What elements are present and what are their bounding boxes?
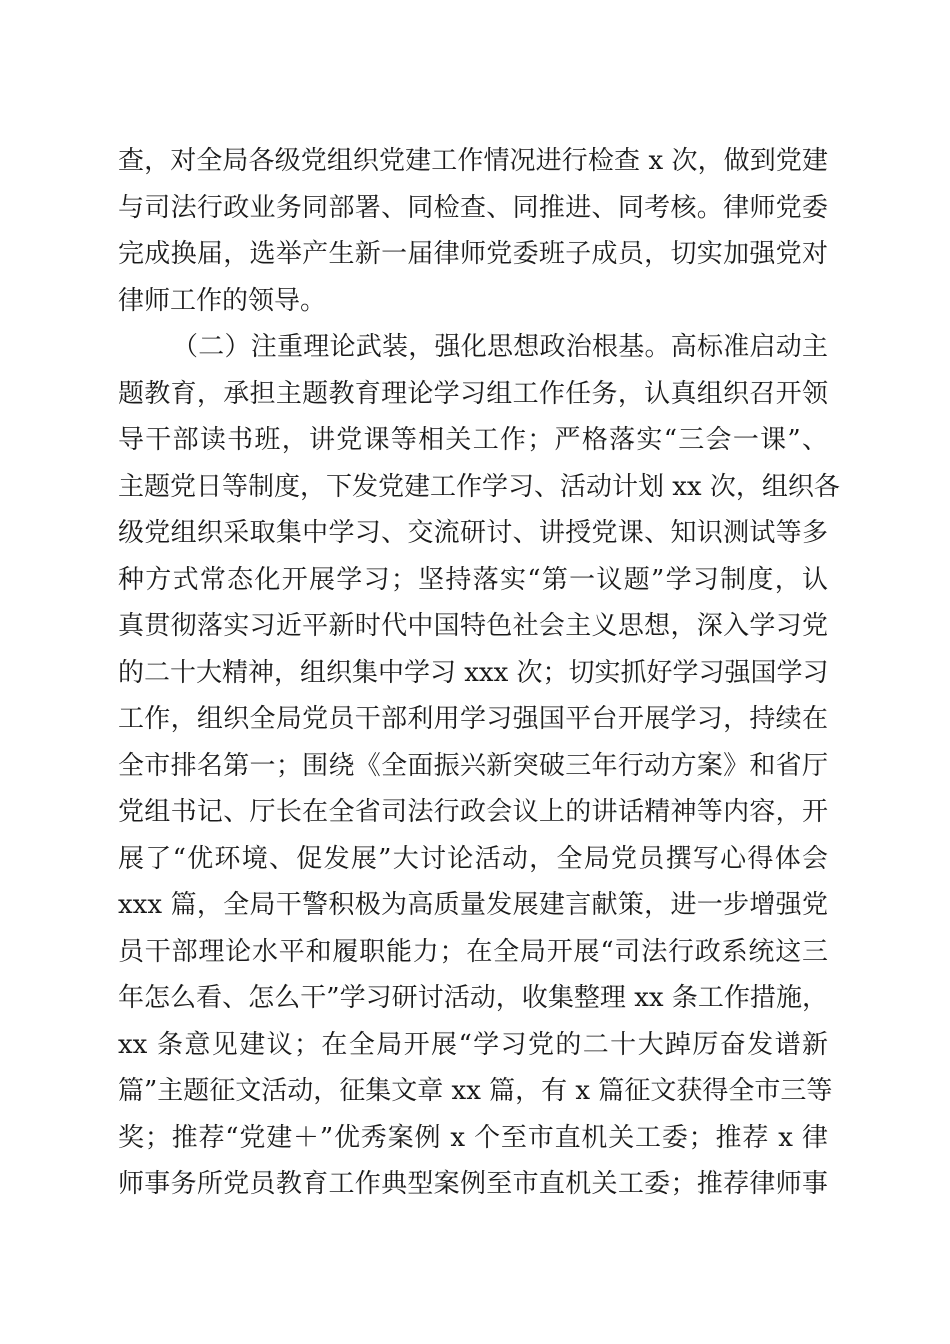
text-line: 真贯彻落实习近平新时代中国特色社会主义思想，深入学习党: [118, 611, 828, 641]
text-line: 的二十大精神，组织集中学习 xxx 次；切实抓好学习强国学习: [118, 657, 829, 688]
text-line: 年怎么看、怎么干”学习研讨活动，收集整理 xx 条工作措施，: [118, 983, 828, 1013]
text-line: 完成换届，选举产生新一届律师党委班子成员，切实加强党对: [118, 239, 828, 269]
text-line: 律师工作的领导。: [118, 285, 327, 316]
text-line: 展了“优环境、促发展”大讨论活动，全局党员撰写心得体会: [118, 843, 828, 874]
text-line: 师事务所党员教育工作典型案例至市直机关工委；推荐律师事: [118, 1169, 828, 1199]
text-line: 工作，组织全局党员干部利用学习强国平台开展学习，持续在: [118, 704, 828, 734]
text-line: 党组书记、厅长在全省司法行政会议上的讲话精神等内容，开: [118, 797, 828, 827]
text-line: 题教育，承担主题教育理论学习组工作任务，认真组织召开领: [118, 378, 828, 409]
text-line: 员干部理论水平和履职能力；在全局开展“司法行政系统这三: [118, 936, 828, 967]
body-text: [118, 138, 840, 1208]
text-line: xx 条意见建议；在全局开展“学习党的二十大踔厉奋发谱新: [118, 1029, 828, 1060]
text-line: 奖；推荐“党建＋”优秀案例 x 个至市直机关工委；推荐 x 律: [118, 1122, 828, 1153]
text-line: 级党组织采取集中学习、交流研讨、讲授党课、知识测试等多: [118, 518, 828, 548]
text-line: 篇”主题征文活动，征集文章 xx 篇，有 x 篇征文获得全市三等: [118, 1076, 833, 1106]
text-line: 主题党日等制度，下发党建工作学习、活动计划 xx 次，组织各: [118, 471, 840, 502]
text-line: xxx 篇，全局干警积极为高质量发展建言献策，进一步增强党: [118, 890, 828, 920]
text-line: 种方式常态化开展学习；坚持落实“第一议题”学习制度，认: [118, 564, 828, 595]
text-line: 与司法行政业务同部署、同检查、同推进、同考核。律师党委: [118, 192, 828, 223]
text-line: 全市排名第一；围绕《全面振兴新突破三年行动方案》和省厅: [118, 750, 828, 781]
text-line: 查，对全局各级党组织党建工作情况进行检查 x 次，做到党建: [118, 146, 828, 176]
section-heading-line: （二）注重理论武装，强化思想政治根基。高标准启动主: [172, 332, 828, 362]
text-line: 导干部读书班，讲党课等相关工作；严格落实“三会一课”、: [118, 425, 828, 455]
